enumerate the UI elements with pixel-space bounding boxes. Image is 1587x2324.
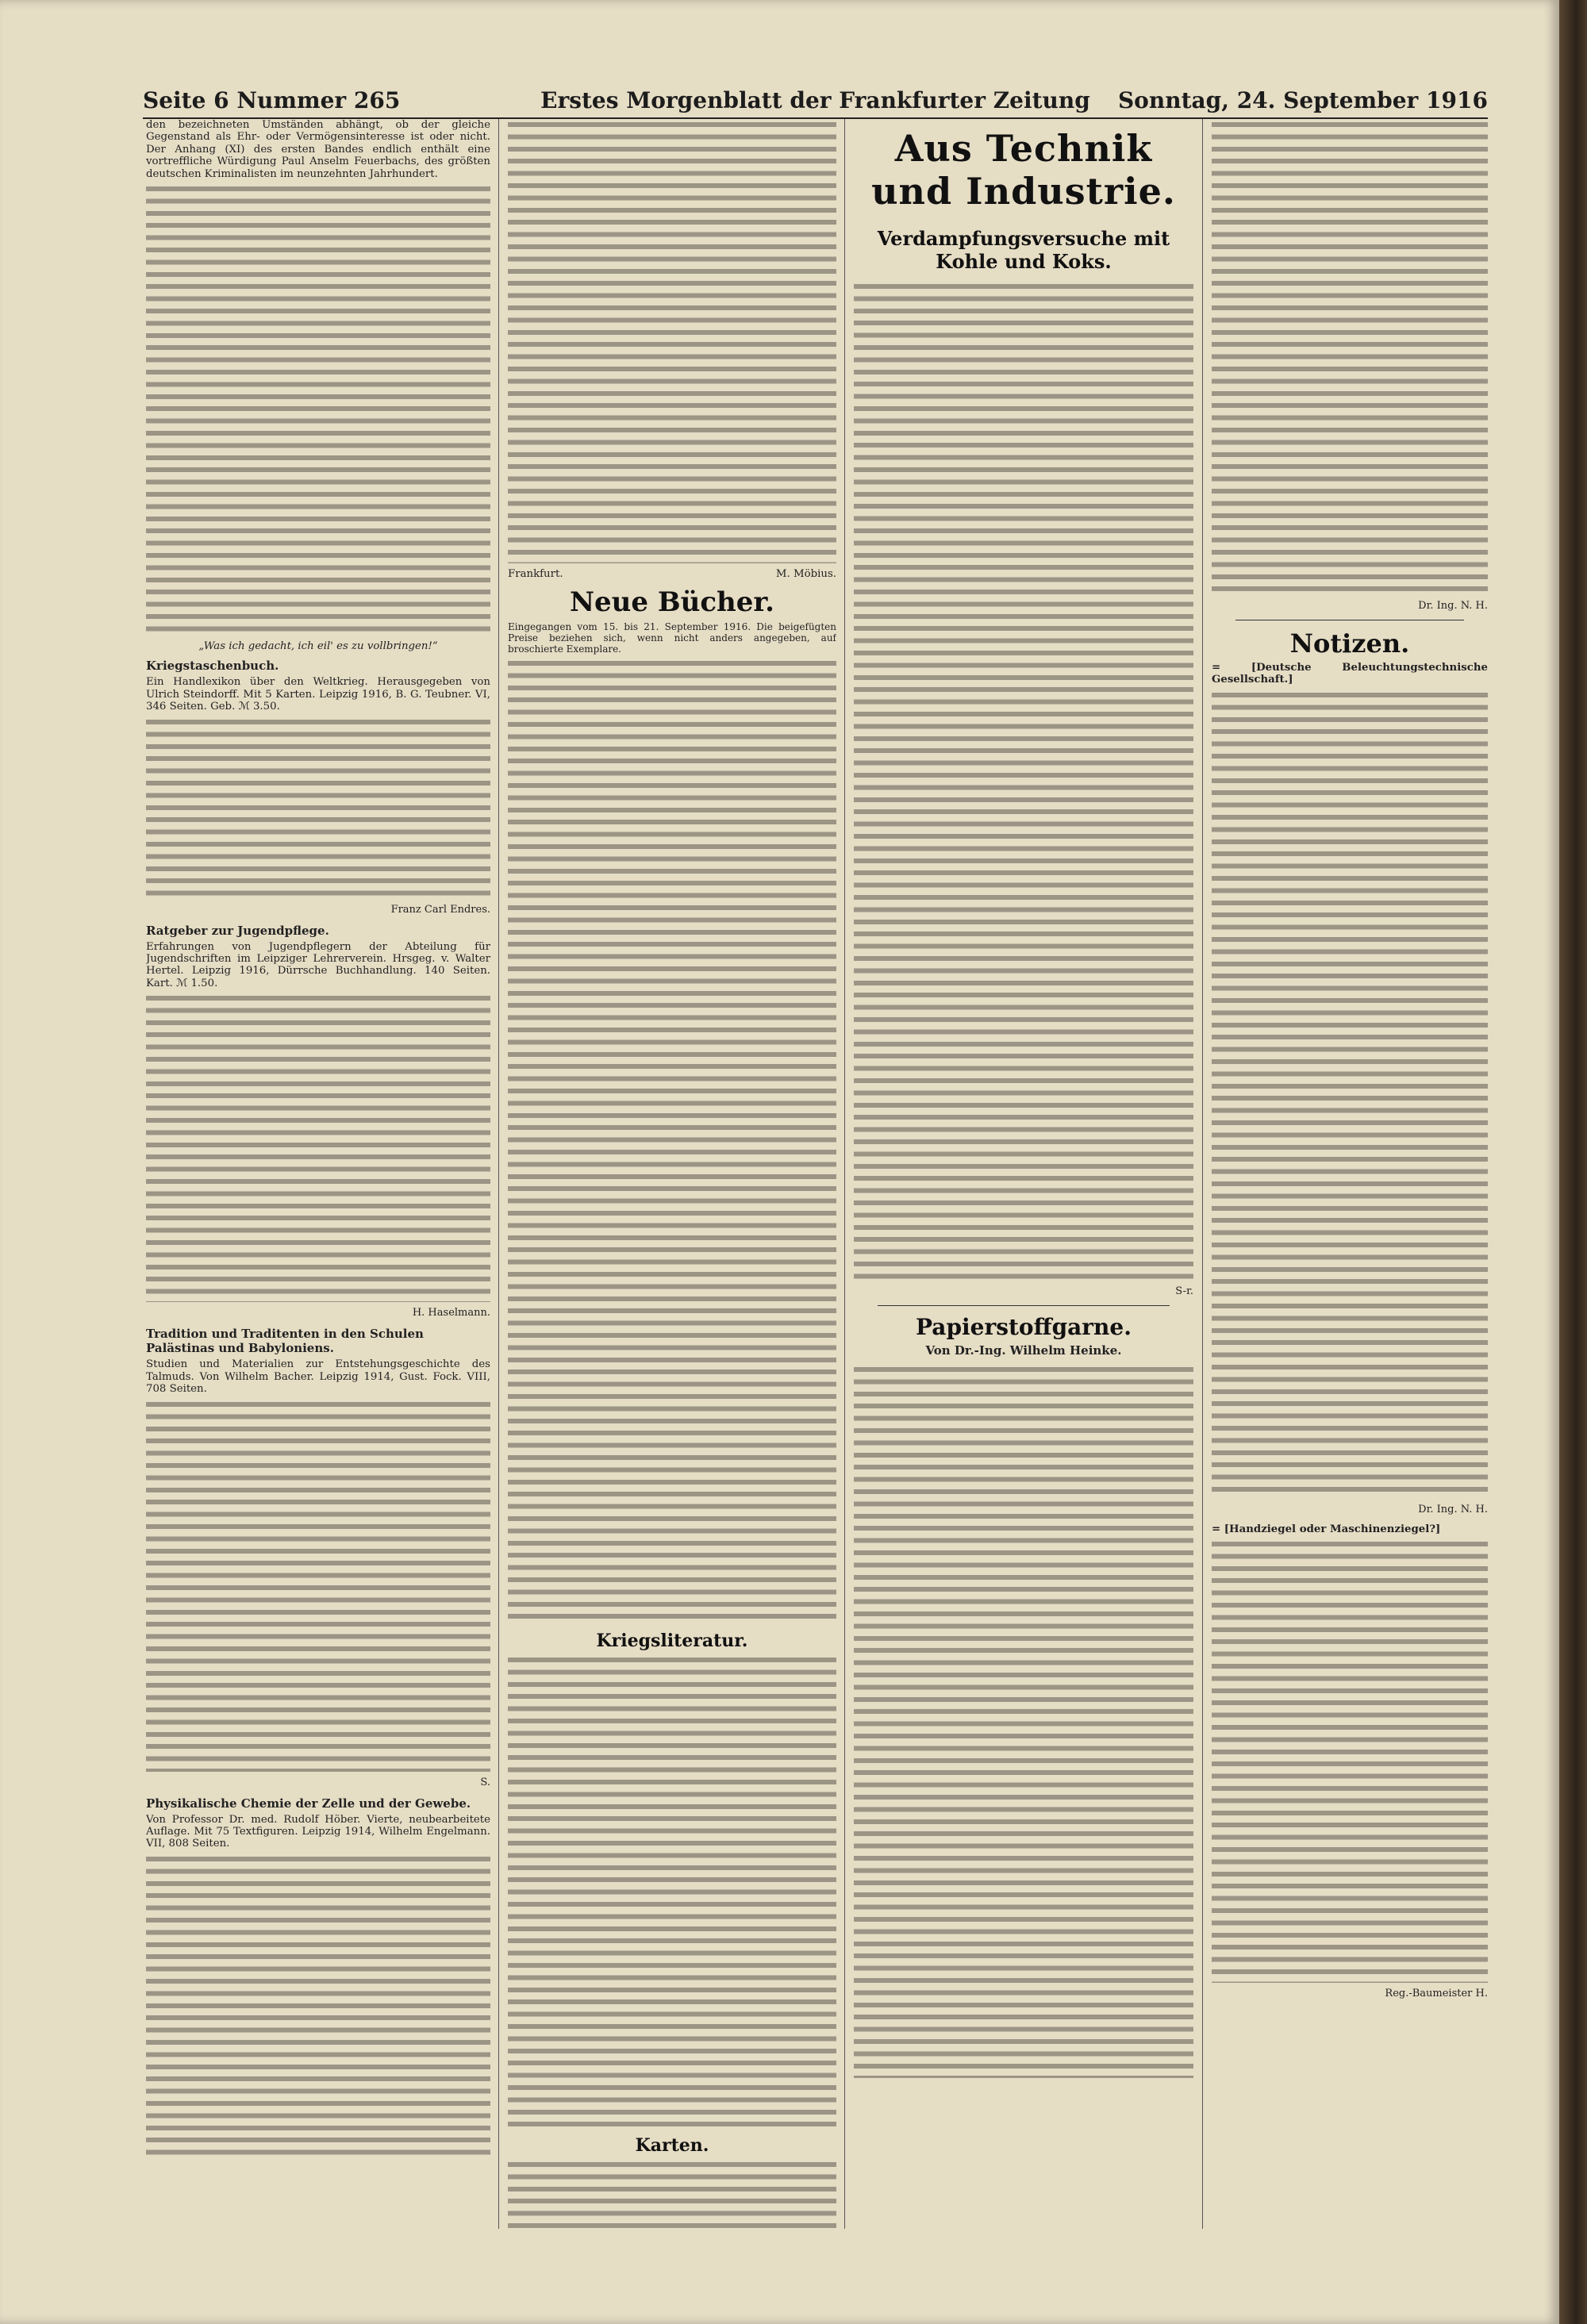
article-body [854,281,1193,1281]
column-4 [1212,119,1488,2229]
article-signature: Dr. Ing. N. H. [1418,600,1488,612]
column-rule [1202,119,1203,2229]
book-title: Kriegstaschenbuch. [146,659,279,674]
book-list [508,1654,836,2130]
notiz-signature: Dr. Ing. N. H. [1418,1503,1488,1515]
review-signature: H. Haselmann. [412,1307,490,1319]
book-title: Physikalische Chemie der Zelle und der Gewebe. [146,1796,471,1811]
section-title-kriegsliteratur: Kriegsliteratur. [596,1631,748,1651]
article-title: Verdampfungsversuche mit Kohle und Koks. [877,227,1170,273]
book-bibliography: Von Professor Dr. med. Rudolf Höber. Vierte, neubearbeitete Auflage. Mit 75 Textfiguren. Leipzig 1914, Wilhelm Engelmann. VII, 808 Seiten. [146,1813,490,1850]
review-signature: M. Möbius. [775,568,836,580]
body-text-block [146,1399,490,1772]
section-title-technik: Aus Technik und Industrie. [871,127,1176,213]
page-number: Seite 6 Nummer 265 [143,87,401,113]
section-title-neue-buecher: Neue Bücher. [569,586,775,618]
issue-date: Sonntag, 24. September 1916 [1117,87,1488,113]
section-subtitle: Eingegangen vom 15. bis 21. September 1916. Die beigefügten Preise beziehen sich, wenn nicht anders angegeben, auf broschierte Exemplare. [508,621,836,655]
body-text-block [146,993,490,1302]
page-header [143,86,1488,119]
column-2 [508,119,836,2229]
section-title-notizen: Notizen. [1289,628,1410,659]
map-list [508,2159,836,2229]
section-title-karten: Karten. [635,2135,709,2156]
column-rule [498,119,499,2229]
body-text-block [508,119,836,563]
notiz-lead: = [Deutsche Beleuchtungstechnische Gesellschaft.] [1212,662,1488,686]
body-text-block [146,1853,490,2155]
newspaper-masthead: Erstes Morgenblatt der Frankfurter Zeitung [540,87,1090,113]
review-place: Frankfurt. [508,568,563,580]
book-title: Tradition und Traditenten in den Schulen Palästinas und Babyloniens. [146,1327,424,1356]
goethe-quote: „Was ich gedacht, ich eil' es zu vollbringen!“ [198,640,438,653]
notiz-lead: = [Handziegel oder Maschinenziegel?] [1212,1523,1441,1535]
book-binding-edge [1559,0,1587,2324]
article-separator [878,1305,1170,1306]
article-body [1212,119,1488,595]
article-signature: S-r. [1175,1285,1193,1297]
notiz-body [1212,690,1488,1499]
book-bibliography: Ein Handlexikon über den Weltkrieg. Herausgegeben von Ulrich Steindorff. Mit 5 Karten. Leipzig 1916, B. G. Teubner. VI, 346 Seiten. Geb. ℳ 3.50. [146,676,490,713]
notiz-signature: Reg.-Baumeister H. [1385,1988,1488,2000]
body-text-block [146,183,490,636]
column-1 [146,119,490,2229]
book-list [508,658,836,1626]
notiz-body [1212,1538,1488,1983]
column-rule [844,119,845,2229]
article-byline: Von Dr.-Ing. Wilhelm Heinke. [925,1343,1122,1358]
review-intro-text: den bezeichneten Umständen abhängt, ob der gleiche Gegenstand als Ehr- oder Vermögensinteresse ist oder nicht. Der Anhang (XI) des ersten Bandes endlich enthält eine vortreffliche Würdigung Paul Anselm Feuerbachs, des größten deutschen Kriminalisten im neunzehnten Jahrhundert. [146,119,490,180]
book-bibliography: Erfahrungen von Jugendpflegern der Abteilung für Jugendschriften im Leipziger Lehrerverein. Hrsgeg. v. Walter Hertel. Leipzig 1916, Dürrsche Buchhandlung. 140 Seiten. Kart. ℳ 1.50. [146,940,490,989]
body-text-block [146,716,490,899]
book-title: Ratgeber zur Jugendpflege. [146,923,329,938]
column-3 [854,119,1193,2229]
article-title: Papierstoffgarne. [916,1314,1132,1340]
article-body [854,1364,1193,2078]
book-bibliography: Studien und Materialien zur Entstehungsgeschichte des Talmuds. Von Wilhelm Bacher. Leipzig 1914, Gust. Fock. VIII, 708 Seiten. [146,1358,490,1396]
review-signature: Franz Carl Endres. [390,903,490,916]
review-signature: S. [480,1776,490,1788]
